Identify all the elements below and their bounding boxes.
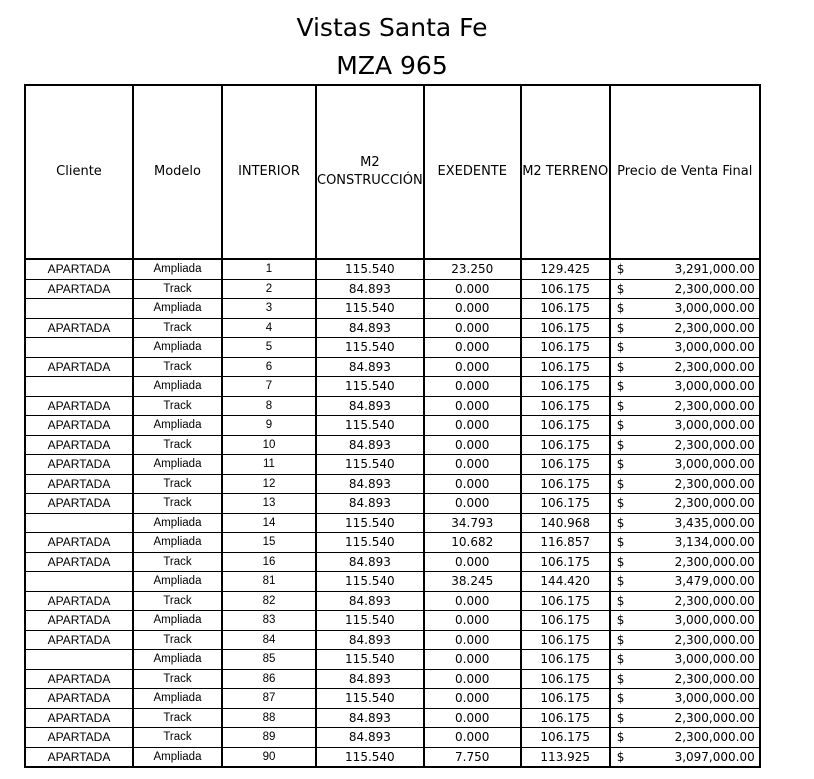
cell-m2-construccion: 115.540: [316, 338, 424, 358]
cell-exedente: 0.000: [424, 377, 521, 397]
cell-m2-terreno: 106.175: [521, 494, 610, 514]
cell-interior: 5: [222, 338, 316, 358]
cell-modelo: Track: [133, 591, 222, 611]
cell-modelo: Ampliada: [133, 533, 222, 553]
cell-m2-terreno: 106.175: [521, 318, 610, 338]
cell-precio: [610, 533, 760, 553]
cell-precio: [610, 474, 760, 494]
cell-exedente: 0.000: [424, 650, 521, 670]
header-exedente: EXEDENTE: [424, 85, 521, 259]
cell-m2-terreno: 106.175: [521, 357, 610, 377]
price-amount: 3,000,000.00: [674, 457, 755, 472]
table-row: [25, 396, 760, 416]
currency-symbol: $: [616, 281, 625, 296]
cell-exedente: 0.000: [424, 689, 521, 709]
currency-symbol: $: [616, 554, 625, 569]
cell-precio: [610, 747, 760, 767]
price-amount: 2,300,000.00: [674, 554, 755, 569]
cell-m2-terreno: 140.968: [521, 513, 610, 533]
cell-cliente: [25, 650, 133, 670]
table-row: [25, 728, 760, 748]
currency-symbol: $: [616, 613, 625, 628]
price-amount: 3,435,000.00: [674, 515, 755, 530]
cell-m2-terreno: 129.425: [521, 259, 610, 279]
cell-precio: [610, 455, 760, 475]
table-row: [25, 357, 760, 377]
cell-precio: [610, 728, 760, 748]
cell-m2-construccion: 84.893: [316, 669, 424, 689]
header-interior: INTERIOR: [222, 85, 316, 259]
header-m2-terreno: M2 TERRENO: [521, 85, 610, 259]
cell-modelo: Track: [133, 318, 222, 338]
currency-symbol: $: [616, 632, 625, 647]
currency-symbol: $: [616, 535, 625, 550]
cell-exedente: 0.000: [424, 669, 521, 689]
cell-m2-construccion: 115.540: [316, 747, 424, 767]
cell-exedente: 0.000: [424, 611, 521, 631]
price-amount: 3,000,000.00: [674, 691, 755, 706]
cell-precio: [610, 416, 760, 436]
cell-exedente: 0.000: [424, 435, 521, 455]
cell-exedente: 0.000: [424, 591, 521, 611]
cell-m2-terreno: 116.857: [521, 533, 610, 553]
cell-cliente: APARTADA: [25, 533, 133, 553]
cell-precio: [610, 708, 760, 728]
cell-exedente: 0.000: [424, 494, 521, 514]
cell-m2-construccion: 115.540: [316, 689, 424, 709]
cell-m2-construccion: 84.893: [316, 630, 424, 650]
cell-modelo: Track: [133, 669, 222, 689]
cell-interior: 9: [222, 416, 316, 436]
currency-symbol: $: [616, 574, 625, 589]
cell-modelo: Ampliada: [133, 689, 222, 709]
currency-symbol: $: [616, 749, 625, 764]
cell-cliente: APARTADA: [25, 357, 133, 377]
currency-symbol: $: [616, 262, 625, 277]
cell-interior: 14: [222, 513, 316, 533]
cell-m2-terreno: 106.175: [521, 396, 610, 416]
cell-interior: 84: [222, 630, 316, 650]
cell-m2-construccion: 84.893: [316, 318, 424, 338]
price-amount: 2,300,000.00: [674, 359, 755, 374]
cell-cliente: [25, 572, 133, 592]
cell-interior: 86: [222, 669, 316, 689]
cell-m2-terreno: 106.175: [521, 650, 610, 670]
cell-interior: 90: [222, 747, 316, 767]
cell-cliente: APARTADA: [25, 396, 133, 416]
cell-exedente: 0.000: [424, 474, 521, 494]
cell-m2-terreno: 106.175: [521, 708, 610, 728]
cell-exedente: 0.000: [424, 416, 521, 436]
cell-m2-construccion: 84.893: [316, 435, 424, 455]
cell-modelo: Track: [133, 708, 222, 728]
cell-cliente: APARTADA: [25, 611, 133, 631]
cell-precio: [610, 396, 760, 416]
cell-exedente: 34.793: [424, 513, 521, 533]
currency-symbol: $: [616, 671, 625, 686]
table-row: [25, 513, 760, 533]
cell-m2-construccion: 84.893: [316, 474, 424, 494]
price-amount: 2,300,000.00: [674, 476, 755, 491]
table-row: [25, 650, 760, 670]
cell-m2-construccion: 84.893: [316, 708, 424, 728]
cell-interior: 85: [222, 650, 316, 670]
cell-modelo: Track: [133, 474, 222, 494]
cell-precio: [610, 669, 760, 689]
cell-m2-construccion: 84.893: [316, 728, 424, 748]
cell-precio: [610, 513, 760, 533]
table-row: [25, 533, 760, 553]
cell-m2-construccion: 115.540: [316, 533, 424, 553]
price-amount: 3,000,000.00: [674, 301, 755, 316]
cell-interior: 87: [222, 689, 316, 709]
cell-modelo: Track: [133, 630, 222, 650]
currency-symbol: $: [616, 320, 625, 335]
cell-precio: [610, 689, 760, 709]
cell-m2-construccion: 115.540: [316, 650, 424, 670]
table-row: [25, 318, 760, 338]
cell-m2-construccion: 84.893: [316, 591, 424, 611]
cell-precio: [610, 572, 760, 592]
cell-cliente: APARTADA: [25, 259, 133, 279]
table-row: [25, 377, 760, 397]
cell-precio: [610, 591, 760, 611]
currency-symbol: $: [616, 515, 625, 530]
cell-modelo: Track: [133, 435, 222, 455]
cell-interior: 4: [222, 318, 316, 338]
cell-m2-construccion: 115.540: [316, 572, 424, 592]
currency-symbol: $: [616, 359, 625, 374]
cell-cliente: APARTADA: [25, 435, 133, 455]
cell-m2-terreno: 144.420: [521, 572, 610, 592]
cell-modelo: Ampliada: [133, 572, 222, 592]
cell-precio: [610, 650, 760, 670]
cell-m2-terreno: 106.175: [521, 591, 610, 611]
cell-cliente: APARTADA: [25, 669, 133, 689]
cell-exedente: 10.682: [424, 533, 521, 553]
cell-interior: 8: [222, 396, 316, 416]
header-cliente: Cliente: [25, 85, 133, 259]
table-row: [25, 435, 760, 455]
cell-m2-construccion: 115.540: [316, 455, 424, 475]
cell-m2-terreno: 106.175: [521, 552, 610, 572]
price-amount: 3,000,000.00: [674, 652, 755, 667]
cell-modelo: Ampliada: [133, 299, 222, 319]
cell-cliente: APARTADA: [25, 630, 133, 650]
currency-symbol: $: [616, 710, 625, 725]
cell-cliente: APARTADA: [25, 708, 133, 728]
table-row: [25, 630, 760, 650]
table-row: [25, 338, 760, 358]
cell-modelo: Ampliada: [133, 513, 222, 533]
cell-precio: [610, 299, 760, 319]
currency-symbol: $: [616, 457, 625, 472]
cell-interior: 11: [222, 455, 316, 475]
cell-interior: 13: [222, 494, 316, 514]
currency-symbol: $: [616, 593, 625, 608]
cell-cliente: APARTADA: [25, 416, 133, 436]
cell-modelo: Ampliada: [133, 416, 222, 436]
cell-interior: 81: [222, 572, 316, 592]
cell-exedente: 0.000: [424, 552, 521, 572]
cell-m2-terreno: 106.175: [521, 377, 610, 397]
cell-m2-terreno: 106.175: [521, 630, 610, 650]
table-row: [25, 494, 760, 514]
cell-precio: [610, 630, 760, 650]
cell-m2-construccion: 115.540: [316, 611, 424, 631]
cell-interior: 88: [222, 708, 316, 728]
cell-exedente: 0.000: [424, 728, 521, 748]
cell-cliente: APARTADA: [25, 552, 133, 572]
cell-interior: 16: [222, 552, 316, 572]
cell-exedente: 0.000: [424, 396, 521, 416]
currency-symbol: $: [616, 301, 625, 316]
cell-interior: 7: [222, 377, 316, 397]
cell-m2-construccion: 115.540: [316, 513, 424, 533]
cell-cliente: [25, 377, 133, 397]
cell-exedente: 0.000: [424, 455, 521, 475]
price-amount: 2,300,000.00: [674, 710, 755, 725]
currency-symbol: $: [616, 476, 625, 491]
price-amount: 2,300,000.00: [674, 320, 755, 335]
cell-precio: [610, 318, 760, 338]
cell-precio: [610, 357, 760, 377]
cell-m2-construccion: 115.540: [316, 259, 424, 279]
cell-modelo: Ampliada: [133, 259, 222, 279]
cell-m2-terreno: 106.175: [521, 435, 610, 455]
price-amount: 3,291,000.00: [674, 262, 755, 277]
cell-precio: [610, 435, 760, 455]
cell-interior: 83: [222, 611, 316, 631]
price-table: [24, 84, 761, 768]
cell-exedente: 7.750: [424, 747, 521, 767]
cell-cliente: APARTADA: [25, 747, 133, 767]
header-modelo: Modelo: [133, 85, 222, 259]
cell-exedente: 0.000: [424, 708, 521, 728]
cell-m2-construccion: 84.893: [316, 552, 424, 572]
cell-precio: [610, 377, 760, 397]
table-row: [25, 552, 760, 572]
cell-cliente: APARTADA: [25, 591, 133, 611]
cell-m2-terreno: 106.175: [521, 611, 610, 631]
header-row: [25, 85, 760, 259]
cell-exedente: 0.000: [424, 338, 521, 358]
cell-m2-terreno: 106.175: [521, 669, 610, 689]
table-row: [25, 279, 760, 299]
cell-exedente: 38.245: [424, 572, 521, 592]
cell-interior: 2: [222, 279, 316, 299]
cell-exedente: 0.000: [424, 357, 521, 377]
cell-m2-terreno: 106.175: [521, 455, 610, 475]
price-amount: 2,300,000.00: [674, 437, 755, 452]
price-amount: 2,300,000.00: [674, 398, 755, 413]
cell-interior: 15: [222, 533, 316, 553]
cell-cliente: APARTADA: [25, 318, 133, 338]
cell-m2-terreno: 106.175: [521, 728, 610, 748]
cell-cliente: APARTADA: [25, 455, 133, 475]
cell-modelo: Ampliada: [133, 650, 222, 670]
cell-interior: 89: [222, 728, 316, 748]
currency-symbol: $: [616, 437, 625, 452]
price-amount: 3,000,000.00: [674, 379, 755, 394]
cell-modelo: Ampliada: [133, 455, 222, 475]
price-amount: 2,300,000.00: [674, 671, 755, 686]
price-amount: 3,000,000.00: [674, 418, 755, 433]
cell-interior: 82: [222, 591, 316, 611]
cell-m2-construccion: 84.893: [316, 396, 424, 416]
table-row: [25, 708, 760, 728]
cell-m2-terreno: 106.175: [521, 338, 610, 358]
cell-m2-construccion: 84.893: [316, 494, 424, 514]
cell-interior: 3: [222, 299, 316, 319]
cell-m2-construccion: 115.540: [316, 377, 424, 397]
cell-modelo: Track: [133, 728, 222, 748]
cell-modelo: Ampliada: [133, 377, 222, 397]
cell-interior: 10: [222, 435, 316, 455]
table-row: [25, 591, 760, 611]
cell-cliente: APARTADA: [25, 728, 133, 748]
cell-cliente: APARTADA: [25, 689, 133, 709]
cell-m2-terreno: 106.175: [521, 474, 610, 494]
cell-m2-terreno: 113.925: [521, 747, 610, 767]
price-amount: 2,300,000.00: [674, 730, 755, 745]
cell-modelo: Track: [133, 396, 222, 416]
cell-modelo: Track: [133, 357, 222, 377]
cell-m2-construccion: 84.893: [316, 279, 424, 299]
page-title: Vistas Santa Fe: [296, 13, 488, 42]
cell-exedente: 23.250: [424, 259, 521, 279]
table-row: [25, 669, 760, 689]
table-row: [25, 747, 760, 767]
price-amount: 2,300,000.00: [674, 632, 755, 647]
table-row: [25, 299, 760, 319]
table-row: [25, 474, 760, 494]
price-amount: 3,000,000.00: [674, 613, 755, 628]
cell-cliente: APARTADA: [25, 494, 133, 514]
price-amount: 2,300,000.00: [674, 281, 755, 296]
table-row: [25, 259, 760, 279]
header-m2-construccion: [316, 85, 424, 259]
cell-m2-terreno: 106.175: [521, 299, 610, 319]
price-amount: 2,300,000.00: [674, 593, 755, 608]
cell-precio: [610, 552, 760, 572]
header-m2-construccion-line2: CONSTRUCCIÓN: [317, 173, 423, 188]
cell-interior: 1: [222, 259, 316, 279]
currency-symbol: $: [616, 496, 625, 511]
cell-cliente: [25, 513, 133, 533]
table-row: [25, 455, 760, 475]
table-row: [25, 572, 760, 592]
cell-m2-terreno: 106.175: [521, 689, 610, 709]
header-precio: Precio de Venta Final: [610, 85, 760, 259]
price-amount: 2,300,000.00: [674, 496, 755, 511]
table-row: [25, 416, 760, 436]
cell-m2-terreno: 106.175: [521, 416, 610, 436]
currency-symbol: $: [616, 691, 625, 706]
cell-exedente: 0.000: [424, 279, 521, 299]
header-m2-construccion-line1: M2: [360, 155, 380, 170]
price-amount: 3,097,000.00: [674, 749, 755, 764]
cell-interior: 12: [222, 474, 316, 494]
cell-exedente: 0.000: [424, 630, 521, 650]
cell-m2-construccion: 115.540: [316, 299, 424, 319]
cell-cliente: [25, 299, 133, 319]
cell-exedente: 0.000: [424, 318, 521, 338]
currency-symbol: $: [616, 398, 625, 413]
currency-symbol: $: [616, 379, 625, 394]
cell-cliente: APARTADA: [25, 279, 133, 299]
cell-m2-terreno: 106.175: [521, 279, 610, 299]
cell-precio: [610, 338, 760, 358]
cell-precio: [610, 494, 760, 514]
cell-modelo: Track: [133, 494, 222, 514]
currency-symbol: $: [616, 730, 625, 745]
cell-modelo: Track: [133, 552, 222, 572]
cell-modelo: Ampliada: [133, 338, 222, 358]
cell-cliente: [25, 338, 133, 358]
cell-precio: [610, 611, 760, 631]
table-row: [25, 689, 760, 709]
cell-exedente: 0.000: [424, 299, 521, 319]
cell-modelo: Track: [133, 279, 222, 299]
price-amount: 3,134,000.00: [674, 535, 755, 550]
cell-modelo: Ampliada: [133, 747, 222, 767]
cell-modelo: Ampliada: [133, 611, 222, 631]
price-amount: 3,479,000.00: [674, 574, 755, 589]
cell-precio: [610, 259, 760, 279]
page-subtitle: MZA 965: [336, 51, 448, 80]
currency-symbol: $: [616, 340, 625, 355]
currency-symbol: $: [616, 652, 625, 667]
cell-m2-construccion: 115.540: [316, 416, 424, 436]
table-body: [25, 259, 760, 767]
cell-cliente: APARTADA: [25, 474, 133, 494]
currency-symbol: $: [616, 418, 625, 433]
cell-interior: 6: [222, 357, 316, 377]
cell-m2-construccion: 84.893: [316, 357, 424, 377]
price-amount: 3,000,000.00: [674, 340, 755, 355]
table-row: [25, 611, 760, 631]
cell-precio: [610, 279, 760, 299]
